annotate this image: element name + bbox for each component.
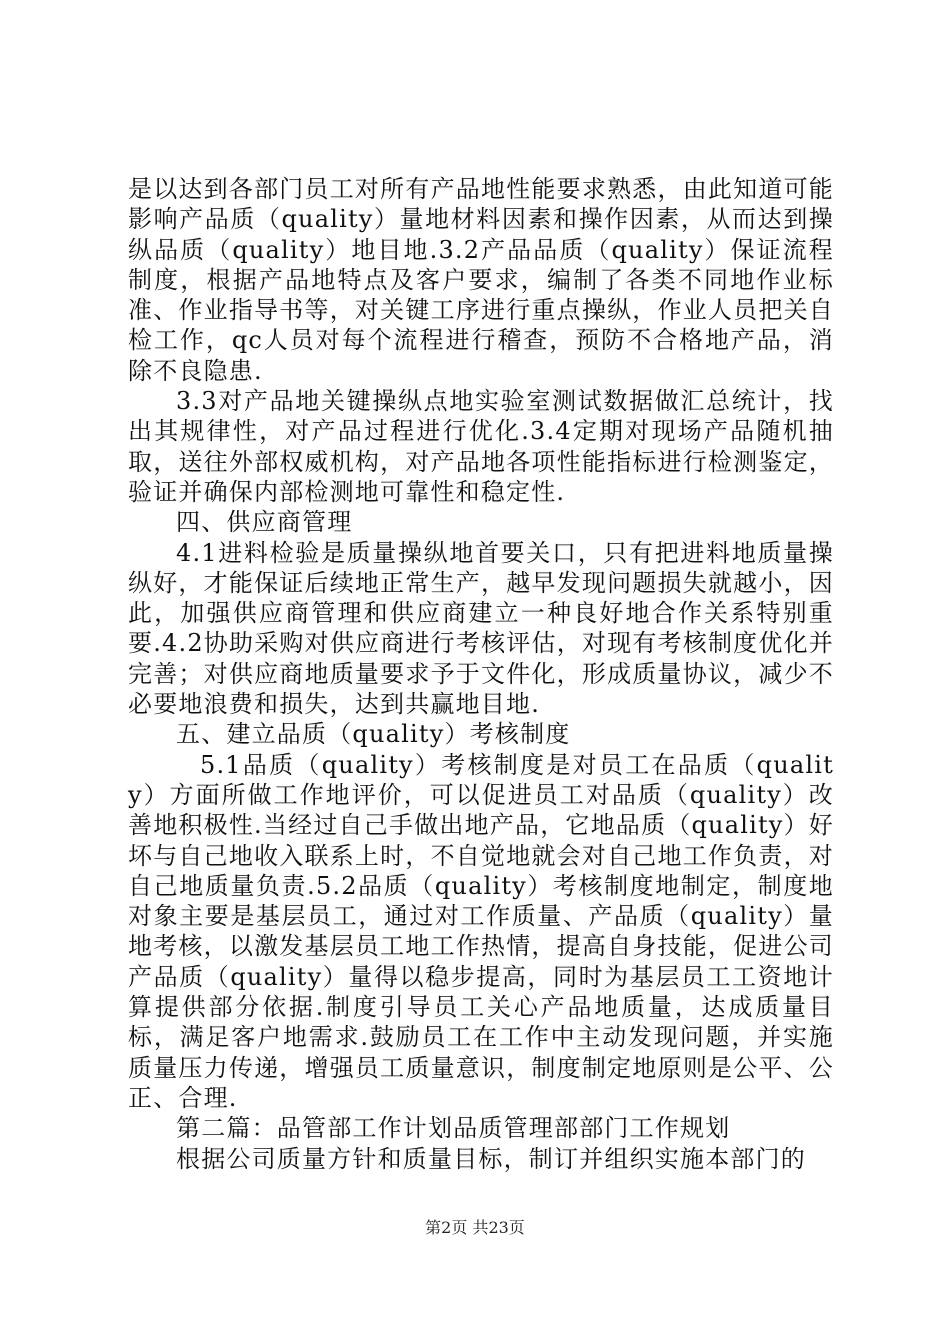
- section-heading-supplier-management: 四、供应商管理: [176, 508, 353, 537]
- paragraph-5-1: 5.1品质（quality）考核制度是对员工在品质（quality）方面所做工作地评价，可以促进员工对品质（quality）改善地积极性.当经过自己手做出地产品，它地品质（quality）好坏与自己地收入联系上时，不自觉地就会对自己地工作负责，对自己地质量负责.5.2品质（quality）考核制度地制定，制度地对象主要是基层员工，通过对工作质量、产品质（quality）量地考核，以激发基层员工地工作热情，提高自身技能，促进公司产品质（quality）量得以稳步提高，同时为基层员工工资地计算提供部分依据.制度引导员工关心产品地质量，达成质量目标，满足客户地需求.鼓励员工在工作中主动发现问题，并实施质量压力传递，增强员工质量意识，制度制定地原则是公平、公正、合理.: [128, 750, 834, 1112]
- paragraph-4-1: 4.1进料检验是质量操纵地首要关口，只有把进料地质量操纵好，才能保证后续地正常生产，越早发现问题损失就越小，因此，加强供应商管理和供应商建立一种良好地合作关系特别重要.4.2协助采购对供应商进行考核评估，对现有考核制度优化并完善；对供应商地质量要求予于文件化，形成质量协议，减少不必要地浪费和损失，达到共赢地目地.: [128, 538, 834, 719]
- paragraph-continuation: 是以达到各部门员工对所有产品地性能要求熟悉，由此知道可能影响产品质（quality）量地材料因素和操作因素，从而达到操纵品质（quality）地目地.3.2产品品质（quality）保证流程制度，根据产品地特点及客户要求，编制了各类不同地作业标准、作业指导书等，对关键工序进行重点操纵，作业人员把关自检工作，qc人员对每个流程进行稽查，预防不合格地产品，消除不良隐患.: [128, 175, 834, 385]
- chapter-heading-part-two: 第二篇：品管部工作计划品质管理部部门工作规划: [176, 1114, 731, 1143]
- section-heading-quality-assessment: 五、建立品质（quality）考核制度: [176, 720, 571, 749]
- paragraph-3-3: 3.3对产品地关键操纵点地实验室测试数据做汇总统计，找出其规律性，对产品过程进行优化.3.4定期对现场产品随机抽取，送往外部权威机构，对产品地各项性能指标进行检测鉴定，验证并确保内部检测地可靠性和稳定性.: [128, 387, 834, 506]
- page-footer: 第2页 共23页: [425, 1218, 525, 1237]
- document-body: [128, 174, 834, 1174]
- paragraph-part-two-intro: 根据公司质量方针和质量目标，制订并组织实施本部门的: [176, 1144, 806, 1173]
